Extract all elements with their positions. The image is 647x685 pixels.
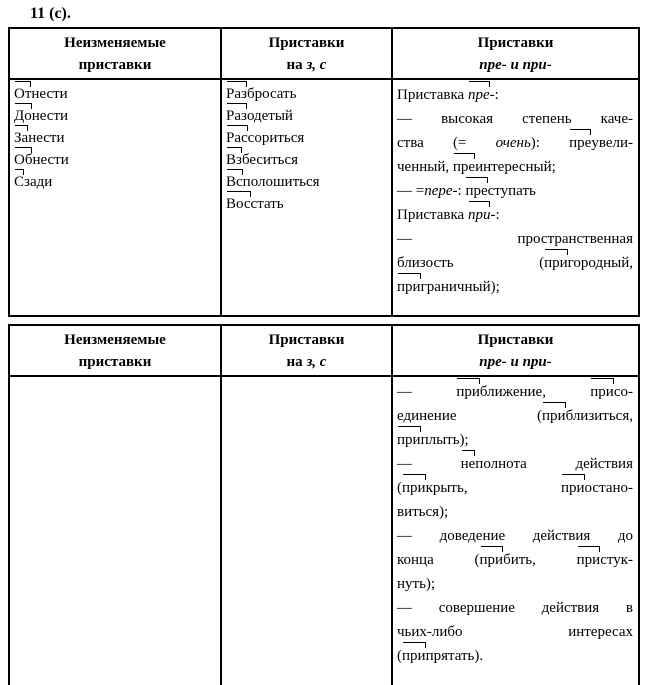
prefix-marked-text: при: [468, 203, 491, 227]
table2-header-pre-pri-prefixes: [393, 326, 638, 377]
text-segment: — =: [397, 183, 425, 199]
text-line: [397, 404, 633, 428]
prefix-marked-text: Раз: [226, 105, 247, 127]
text-line: [397, 428, 633, 452]
text-segment: (: [397, 480, 402, 496]
text-line: [226, 149, 386, 171]
prefix-marked-text: Раз: [226, 83, 247, 105]
prefix-marked-text: Вос: [226, 193, 251, 215]
prefix-marked-text: пре: [453, 155, 475, 179]
text-line: [226, 193, 386, 215]
table1-col1-cell: [10, 80, 222, 315]
text-segment: близиться,: [565, 408, 633, 424]
text-line: [397, 83, 633, 107]
text-segment: нести: [31, 108, 69, 124]
text-segment: ближение,: [479, 384, 591, 400]
text-segment: ства (=: [397, 135, 496, 151]
text-segment: крыть,: [425, 480, 561, 496]
text-segment: пре- и при-: [479, 354, 552, 370]
text-segment: остано-: [584, 480, 633, 496]
text-line: [224, 329, 389, 351]
prefix-marked-text: пре: [569, 131, 591, 155]
text-segment: виться);: [397, 504, 449, 520]
text-line: [226, 127, 386, 149]
prefix-marked-text: Вз: [226, 149, 242, 171]
text-segment: беситься: [241, 152, 299, 168]
text-segment: полошиться: [242, 174, 320, 190]
text-line: [395, 329, 636, 351]
text-segment: — совершение действия в: [397, 600, 633, 616]
text-segment: нести: [31, 86, 68, 102]
text-segment: —: [397, 384, 457, 400]
text-line: [397, 155, 633, 179]
text-line: [12, 32, 218, 54]
text-line: [224, 32, 389, 54]
prefix-marked-text: С: [14, 171, 24, 193]
text-line: [397, 572, 633, 596]
prefix-marked-text: Об: [14, 149, 32, 171]
text-segment: -: [489, 87, 495, 103]
text-segment: нуть);: [397, 576, 436, 592]
text-segment: Приставка: [397, 207, 468, 223]
text-line: [397, 203, 633, 227]
prefix-marked-text: при: [397, 275, 421, 299]
text-segment: Приставки: [268, 35, 345, 51]
prefix-marked-text: при: [577, 548, 601, 572]
text-segment: пре- и при-: [479, 57, 552, 73]
text-segment: — высокая степень каче-: [397, 111, 633, 127]
text-line: [397, 452, 633, 476]
text-segment: з, с: [306, 354, 327, 370]
prefix-marked-text: при: [590, 380, 614, 404]
text-line: [12, 351, 218, 373]
text-line: [397, 476, 633, 500]
text-segment: сориться: [247, 130, 305, 146]
prefix-marked-text: при: [544, 251, 568, 275]
prefix-marked-text: при: [561, 476, 585, 500]
prefix-marked-text: при: [480, 548, 504, 572]
text-line: [14, 127, 215, 149]
text-line: [397, 644, 633, 668]
text-line: [397, 227, 633, 251]
text-segment: одетый: [246, 108, 293, 124]
text-segment: (: [397, 648, 402, 664]
text-segment: конца (: [397, 552, 480, 568]
text-segment: Приставки: [477, 35, 554, 51]
text-segment: приставки: [78, 57, 152, 73]
prefix-marked-text: От: [14, 83, 31, 105]
text-line: [397, 620, 633, 644]
text-line: [397, 131, 633, 155]
text-segment: ступать: [487, 183, 536, 199]
text-segment: -: [490, 207, 496, 223]
text-line: [226, 83, 386, 105]
text-line: [224, 351, 389, 373]
text-segment: ченный,: [397, 159, 453, 175]
text-segment: — пространственная: [397, 231, 633, 247]
text-line: [397, 596, 633, 620]
text-segment: стук-: [600, 552, 634, 568]
text-segment: увели-: [591, 135, 633, 151]
text-line: [397, 548, 633, 572]
text-segment: городный,: [567, 255, 633, 271]
text-line: [224, 54, 389, 76]
text-line: [226, 105, 386, 127]
text-line: [14, 171, 215, 193]
prefix-marked-text: пре: [465, 179, 487, 203]
text-segment: —: [397, 456, 461, 472]
table2-header-unchangeable-prefixes: [10, 326, 222, 377]
text-segment: полнота действия: [475, 456, 633, 472]
text-segment: Приставка: [397, 87, 468, 103]
text-line: [397, 107, 633, 131]
text-segment: нести: [32, 152, 69, 168]
prefix-marked-text: Рас: [226, 127, 248, 149]
prefix-marked-text: при: [456, 380, 480, 404]
text-line: [14, 83, 215, 105]
table2-col2-cell: [222, 377, 393, 685]
text-segment: Неизменяемые: [64, 35, 166, 51]
text-line: [397, 179, 633, 203]
text-segment: на: [286, 354, 307, 370]
text-segment: :: [494, 87, 499, 103]
prefix-marked-text: До: [14, 105, 32, 127]
prefix-marked-text: при: [542, 404, 566, 428]
text-line: [226, 171, 386, 193]
text-segment: Неизменяемые: [64, 332, 166, 348]
text-line: [12, 54, 218, 76]
text-segment: прятать).: [425, 648, 484, 664]
text-line: [12, 329, 218, 351]
text-line: [397, 251, 633, 275]
prefix-table-2: [8, 324, 640, 685]
text-segment: очень: [495, 135, 531, 151]
text-line: [395, 32, 636, 54]
table1-header-pre-pri-prefixes: [393, 29, 638, 80]
text-segment: бросать: [246, 86, 297, 102]
text-segment: з, с: [306, 57, 327, 73]
prefix-marked-text: Вс: [226, 171, 243, 193]
text-segment: интересный;: [475, 159, 556, 175]
text-line: [395, 351, 636, 373]
text-segment: близость (: [397, 255, 545, 271]
text-segment: зади: [24, 174, 53, 190]
text-segment: со-: [613, 384, 633, 400]
prefix-table-1: [8, 27, 640, 317]
text-segment: Приставки: [477, 332, 554, 348]
prefix-marked-text: пре: [468, 83, 490, 107]
page-title: 11 (с).: [30, 5, 71, 22]
prefix-marked-text: не: [461, 452, 476, 476]
text-segment: стать: [250, 196, 284, 212]
text-segment: единение (: [397, 408, 542, 424]
table2-col3-cell: [393, 377, 638, 685]
text-segment: нести: [28, 130, 65, 146]
text-segment: :: [495, 207, 500, 223]
text-line: [397, 275, 633, 299]
table1-col2-cell: [222, 80, 393, 315]
text-line: [397, 500, 633, 524]
text-line: [395, 54, 636, 76]
table2-col1-cell: [10, 377, 222, 685]
text-segment: — доведение действия до: [397, 528, 633, 544]
text-line: [14, 149, 215, 171]
text-segment: на: [286, 57, 307, 73]
table2-header-z-s-prefixes: [222, 326, 393, 377]
text-segment: граничный);: [420, 279, 500, 295]
text-line: [397, 380, 633, 404]
prefix-marked-text: при: [402, 476, 426, 500]
text-segment: пере-: [424, 183, 458, 199]
text-segment: :: [457, 183, 466, 199]
text-segment: ):: [530, 135, 570, 151]
text-segment: плыть);: [420, 432, 469, 448]
table1-header-z-s-prefixes: [222, 29, 393, 80]
prefix-marked-text: За: [14, 127, 28, 149]
prefix-marked-text: при: [397, 428, 421, 452]
text-segment: приставки: [78, 354, 152, 370]
text-line: [397, 524, 633, 548]
text-line: [14, 105, 215, 127]
prefix-marked-text: при: [402, 644, 426, 668]
table1-header-unchangeable-prefixes: [10, 29, 222, 80]
table1-col3-cell: [393, 80, 638, 315]
text-segment: Приставки: [268, 332, 345, 348]
text-segment: бить,: [503, 552, 577, 568]
text-segment: чьих-либо интересах: [397, 624, 633, 640]
